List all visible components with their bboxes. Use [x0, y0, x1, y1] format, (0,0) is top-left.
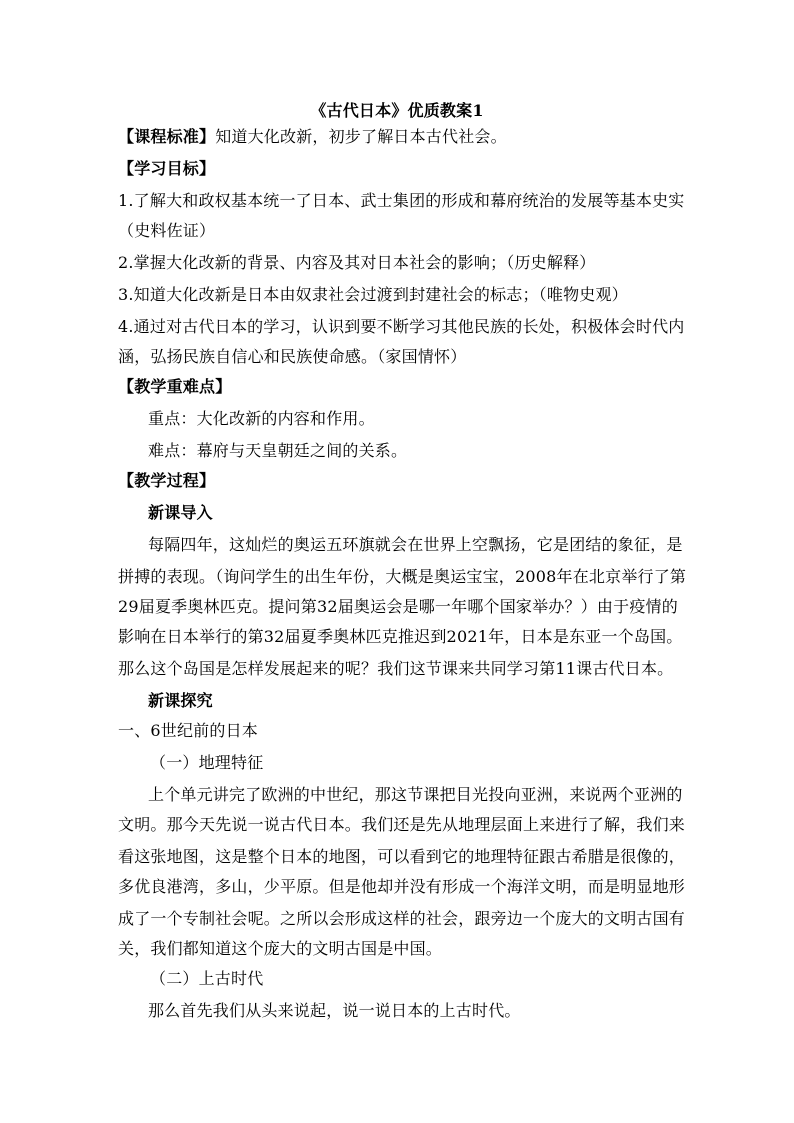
course-standard-heading: 【课程标准】 — [118, 127, 216, 146]
key-point-line: 重点：大化改新的内容和作用。 — [148, 409, 375, 428]
objective-line: 4.通过对古代日本的学习，认识到要不断学习其他民族的长处，积极体会时代内 — [118, 317, 685, 336]
body-line: 看这张地图，这是整个日本的地图，可以看到它的地理特征跟古希腊是很像的， — [118, 847, 686, 866]
body-line: 那么首先我们从头来说起，说一说日本的上古时代。 — [148, 1001, 521, 1020]
objective-line: 1.了解大和政权基本统一了日本、武士集团的形成和幕府统治的发展等基本史实 — [118, 191, 685, 210]
body-line: 上个单元讲完了欧洲的中世纪，那这节课把目光投向亚洲，来说两个亚洲的 — [148, 785, 683, 804]
process-heading: 【教学过程】 — [118, 471, 216, 490]
intro-heading: 新课导入 — [148, 503, 213, 522]
objective-line: 2.掌握大化改新的背景、内容及其对日本社会的影响；（历史解释） — [118, 253, 596, 272]
section-heading: 一、6世纪前的日本 — [118, 721, 258, 740]
explore-heading: 新课探究 — [148, 691, 213, 710]
intro-line: 那么这个岛国是怎样发展起来的呢？我们这节课来共同学习第11课古代日本。 — [118, 659, 674, 678]
key-points-heading: 【教学重难点】 — [118, 377, 232, 396]
intro-line: 29届夏季奥林匹克。提问第32届奥运会是哪一年哪个国家举办？）由于疫情的 — [118, 597, 678, 616]
body-line: 成了一个专制社会呢。之所以会形成这样的社会，跟旁边一个庞大的文明古国有 — [118, 909, 686, 928]
intro-line: 每隔四年，这灿烂的奥运五环旗就会在世界上空飘扬，它是团结的象征，是 — [148, 535, 683, 554]
difficult-point-line: 难点：幕府与天皇朝廷之间的关系。 — [148, 441, 408, 460]
course-standard-line — [118, 122, 686, 152]
intro-line: 影响在日本举行的第32届夏季奥林匹克推迟到2021年，日本是东亚一个岛国。 — [118, 627, 683, 646]
document-title: 《古代日本》优质教案1 — [310, 101, 484, 120]
course-standard-text: 知道大化改新，初步了解日本古代社会。 — [215, 127, 507, 146]
objective-line: （史料佐证） — [118, 221, 216, 240]
body-line: 文明。那今天先说一说古代日本。我们还是先从地理层面上来进行了解，我们来 — [118, 815, 686, 834]
body-line: 关，我们都知道这个庞大的文明古国是中国。 — [118, 939, 443, 958]
objective-line: 3.知道大化改新是日本由奴隶社会过渡到封建社会的标志；（唯物史观） — [118, 285, 628, 304]
subsection-heading: （一）地理特征 — [150, 753, 264, 772]
objective-line: 涵，弘扬民族自信心和民族使命感。（家国情怀） — [118, 347, 467, 366]
subsection-heading: （二）上古时代 — [150, 969, 264, 988]
objectives-heading: 【学习目标】 — [118, 159, 216, 178]
intro-line: 拼搏的表现。（询问学生的出生年份，大概是奥运宝宝，2008年在北京举行了第 — [118, 567, 686, 586]
body-line: 多优良港湾，多山，少平原。但是他却并没有形成一个海洋文明，而是明显地形 — [118, 877, 686, 896]
